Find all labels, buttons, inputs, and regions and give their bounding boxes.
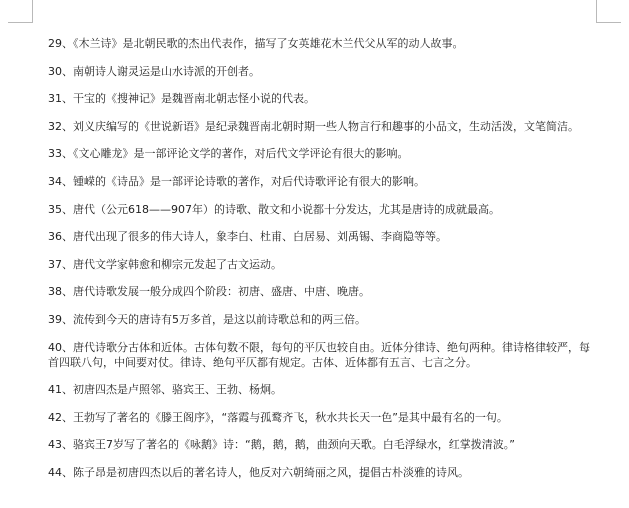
list-item: 34、锺嵘的《诗品》是一部评论诗歌的著作，对后代诗歌评论有很大的影响。 — [48, 174, 425, 188]
page-corner-mark-top-right — [596, 0, 621, 23]
list-item: 43、骆宾王7岁写了著名的《咏鹅》诗：“鹅，鹅，鹅，曲颈向天歌。白毛浮绿水，红掌拨清波。” — [48, 438, 515, 452]
page-corner-mark-top-left — [8, 0, 33, 23]
list-item: 36、唐代出现了很多的伟大诗人，象李白、杜甫、白居易、刘禹锡、李商隐等等。 — [48, 230, 447, 244]
list-item: 35、唐代（公元618——907年）的诗歌、散文和小说都十分发达，尤其是唐诗的成就最高。 — [48, 202, 500, 216]
list-item: 29、《木兰诗》是北朝民歌的杰出代表作，描写了女英雄花木兰代父从军的动人故事。 — [48, 37, 464, 50]
list-item: 31、干宝的《搜神记》是魏晋南北朝志怪小说的代表。 — [48, 92, 315, 106]
list-item: 40、唐代诗歌分古体和近体。古体句数不限，每句的平仄也较自由。近体分律诗、绝句两种。律诗格律较严，每首四联八句，中间要对仗。律诗、绝句平仄都有规定。古体、近体都有五言、七言之分。 — [48, 340, 590, 369]
list-item: 30、南朝诗人谢灵运是山水诗派的开创者。 — [48, 64, 260, 78]
list-item: 42、王勃写了著名的《滕王阁序》，“落霞与孤鹜齐飞，秋水共长天一色”是其中最有名的一句。 — [48, 410, 508, 424]
list-item: 44、陈子昂是初唐四杰以后的著名诗人，他反对六朝绮丽之风，提倡古朴淡雅的诗风。 — [48, 465, 469, 479]
list-item: 37、唐代文学家韩愈和柳宗元发起了古文运动。 — [48, 257, 282, 271]
list-item: 33、《文心雕龙》是一部评论文学的著作，对后代文学评论有很大的影响。 — [48, 147, 409, 161]
list-item: 38、唐代诗歌发展一般分成四个阶段：初唐、盛唐、中唐、晚唐。 — [48, 285, 370, 299]
list-item: 39、流传到今天的唐诗有5万多首，是这以前诗歌总和的两三倍。 — [48, 312, 366, 326]
document-body — [48, 36, 596, 480]
list-item: 41、初唐四杰是卢照邻、骆宾王、王勃、杨炯。 — [48, 383, 282, 397]
list-item: 32、刘义庆编写的《世说新语》是纪录魏晋南北朝时期一些人物言行和趣事的小品文，生动活泼，文笔简洁。 — [48, 119, 579, 133]
